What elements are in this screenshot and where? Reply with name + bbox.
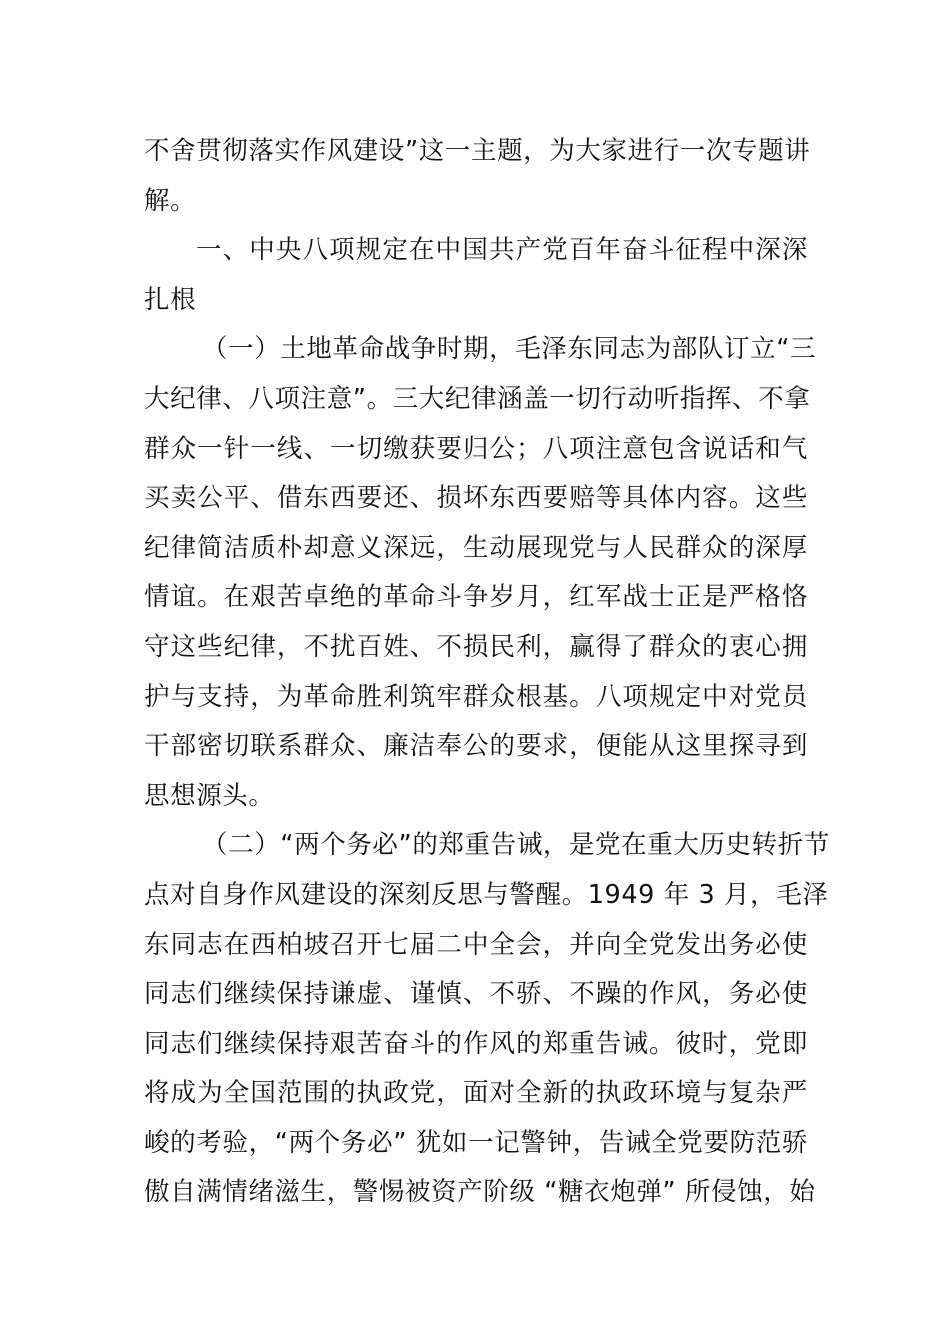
subsection-1-line: 干部密切联系群众、廉洁奉公的要求，便能从这里探寻到 [144,731,808,762]
subsection-1-line: 情谊。在艰苦卓绝的革命斗争岁月，红军战士正是严格恪 [144,582,808,613]
subsection-1-line: 群众一针一线、一切缴获要归公；八项注意包含说话和气 [144,433,808,464]
subsection-2-line: 同志们继续保持谦虚、谨慎、不骄、不躁的作风，务必使 [144,979,808,1010]
subsection-1-line: 纪律简洁质朴却意义深远，生动展现党与人民群众的深厚 [144,532,808,563]
subsection-2-line: 傲自满情绪滋生，警惕被资产阶级 “糖衣炮弹” 所侵蚀，始 [144,1177,816,1208]
section-heading-line: 一、中央八项规定在中国共产党百年奋斗征程中深深 [196,235,808,266]
subsection-1-line: 守这些纪律，不扰百姓、不损民利，赢得了群众的衷心拥 [144,631,808,662]
subsection-2-line: 点对自身作风建设的深刻反思与警醒。1949 年 3 月，毛泽 [144,879,829,910]
subsection-2-line: 东同志在西柏坡召开七届二中全会，并向全党发出务必使 [144,929,808,960]
subsection-1-line: 大纪律、八项注意”。三大纪律涵盖一切行动听指挥、不拿 [144,383,811,414]
subsection-1-line: 买卖公平、借东西要还、损坏东西要赔等具体内容。这些 [144,483,808,514]
subsection-2-line: 峻的考验，“两个务必” 犹如一记警钟，告诫全党要防范骄 [144,1127,808,1158]
document-body [144,127,830,1218]
subsection-1-line: 思想源头。 [144,780,275,811]
text-line: 解。 [144,185,197,216]
section-heading-line: 扎根 [144,284,197,315]
subsection-1-line: 护与支持，为革命胜利筑牢群众根基。八项规定中对党员 [144,681,808,712]
subsection-2-line: （二）“两个务必”的郑重告诫，是党在重大历史转折节 [202,830,830,861]
subsection-1-line: （一）土地革命战争时期，毛泽东同志为部队订立“三 [202,334,817,365]
text-line: 不舍贯彻落实作风建设”这一主题，为大家进行一次专题讲 [144,136,811,166]
subsection-2-line: 将成为全国范围的执政党，面对全新的执政环境与复杂严 [144,1078,808,1109]
subsection-2-line: 同志们继续保持艰苦奋斗的作风的郑重告诫。彼时，党即 [144,1028,808,1059]
